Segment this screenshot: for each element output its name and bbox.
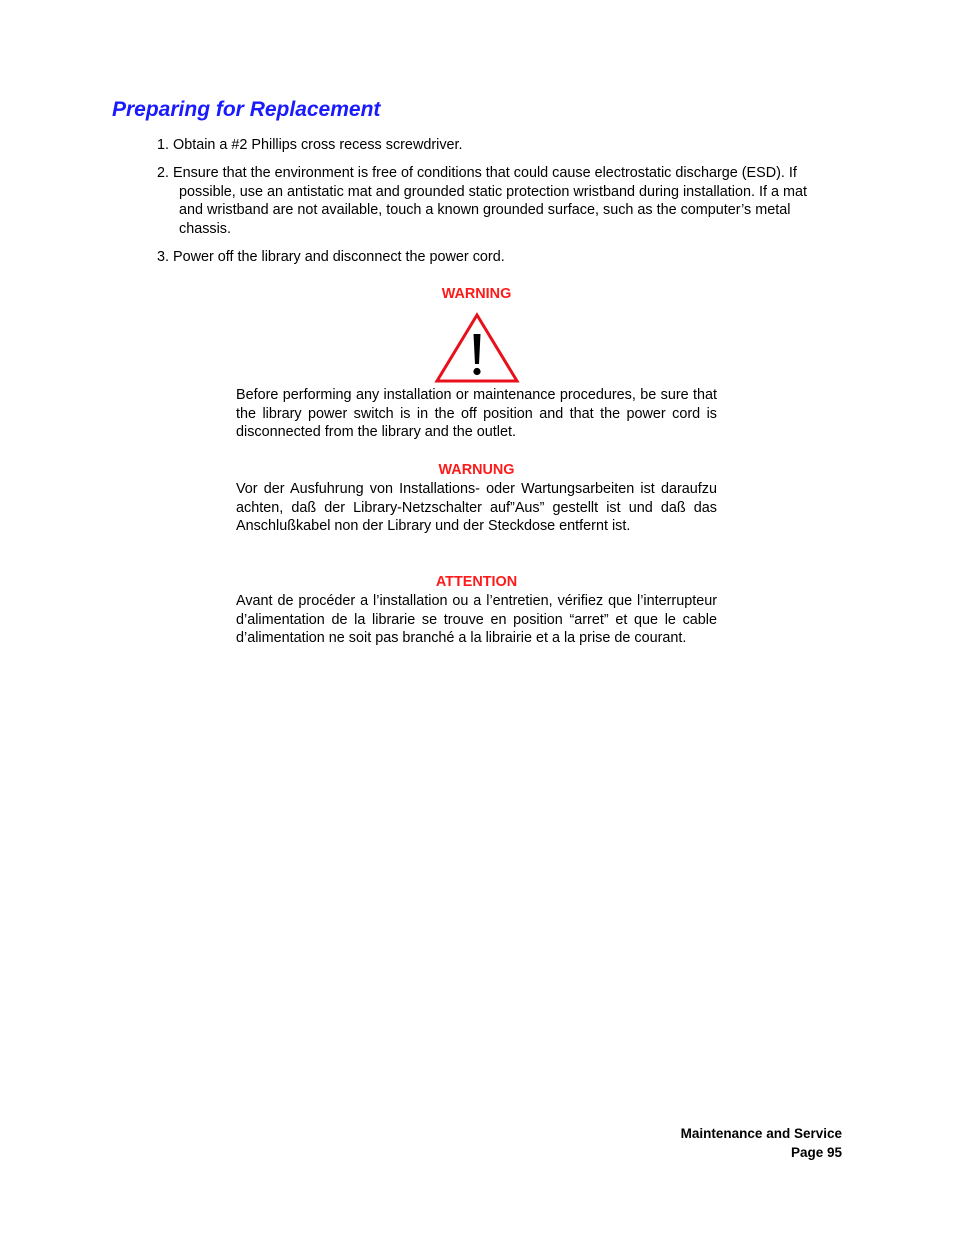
attention-notice — [236, 573, 717, 648]
warnung-heading: WARNUNG — [438, 462, 515, 478]
page-footer — [681, 1124, 842, 1162]
warning-body: Before performing any installation or maintenance procedures, be sure that the library power switch is in the off position and that the power cord is disconnected from the library and the outlet. — [236, 386, 717, 441]
warning-notice — [236, 285, 717, 442]
footer-page-number: Page 95 — [790, 1145, 842, 1160]
warning-triangle-icon — [434, 312, 520, 384]
step-item: 2. Ensure that the environment is free of conditions that could cause electrostatic discharge (ESD). If possible, use an antistatic mat and grounded static protection wristband during installation. If a mat and wristband are not available, touch a known grounded surface, such as the computer’s metal chassis. — [157, 164, 807, 238]
footer-section-name: Maintenance and Service — [680, 1126, 842, 1141]
warning-heading: WARNING — [441, 286, 512, 302]
steps-list — [157, 136, 817, 267]
warnung-notice — [236, 461, 717, 536]
section-title: Preparing for Replacement — [112, 98, 381, 121]
attention-heading: ATTENTION — [435, 574, 518, 590]
step-item: 1. Obtain a #2 Phillips cross recess screwdriver. — [157, 137, 463, 153]
warnung-body: Vor der Ausfuhrung von Installations- oder Wartungsarbeiten ist daraufzu achten, daß der Library-Netzschalter auf”Aus” gestellt ist und daß das Anschlußkabel non der Library und der Steckdose entfernt ist. — [236, 480, 717, 535]
step-item: 3. Power off the library and disconnect the power cord. — [157, 248, 505, 265]
attention-body: Avant de procéder a l’installation ou a l’entretien, vérifiez que l’interrupteur d’alimentation de la librarie se trouve en position “arret” et que le cable d’alimentation ne soit pas branché a la librairie et a la prise de courant. — [236, 592, 717, 647]
warning-icon-container — [236, 312, 717, 384]
